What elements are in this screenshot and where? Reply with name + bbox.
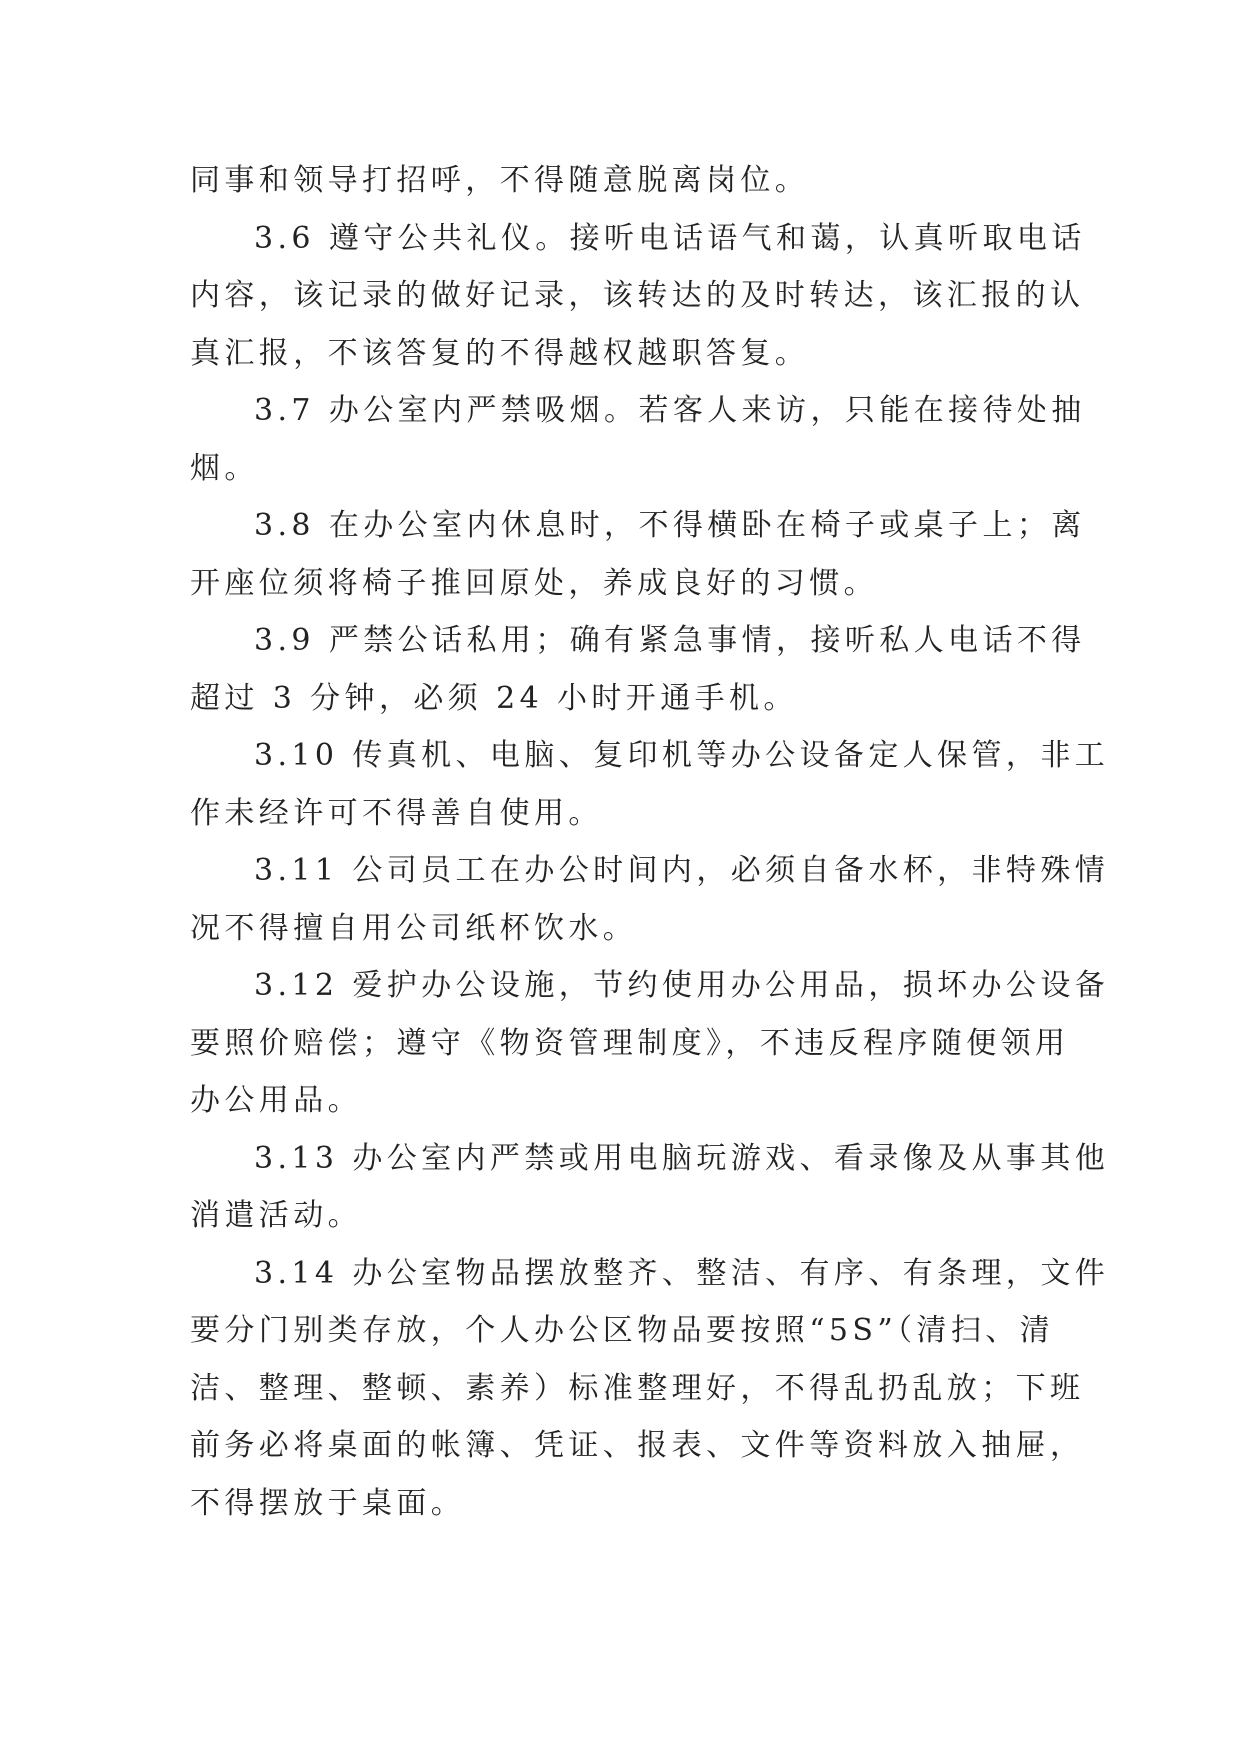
text-line: 要照价赔偿；遵守《物资管理制度》，不违反程序随便领用 <box>190 1025 1070 1061</box>
text-line: 开座位须将椅子推回原处，养成良好的习惯。 <box>190 565 878 601</box>
text-line: 同事和领导打招呼，不得随意脱离岗位。 <box>190 163 810 198</box>
text-line: 不得摆放于桌面。 <box>190 1485 466 1521</box>
paragraph-3-8 <box>190 497 1086 612</box>
paragraph-3-11 <box>190 842 1110 957</box>
text-line: 3.8 在办公室内休息时，不得横卧在椅子或桌子上；离 <box>254 508 1086 543</box>
text-line: 烟。 <box>190 450 259 486</box>
text-line: 3.13 办公室内严禁或用电脑玩游戏、看录像及从事其他 <box>254 1140 1110 1176</box>
paragraph-3-6 <box>190 210 1086 383</box>
text-line: 作未经许可不得善自使用。 <box>190 795 603 831</box>
paragraph-3-13 <box>190 1130 1110 1245</box>
text-line: 3.7 办公室内严禁吸烟。若客人来访，只能在接待处抽 <box>254 393 1086 428</box>
text-line: 3.10 传真机、电脑、复印机等办公设备定人保管，非工 <box>254 738 1110 773</box>
paragraph-continuation <box>190 152 1070 210</box>
text-line: 办公用品。 <box>190 1083 362 1118</box>
text-line: 超过 3 分钟，必须 24 小时开通手机。 <box>190 680 798 716</box>
text-line: 3.9 严禁公话私用；确有紧急事情，接听私人电话不得 <box>254 623 1086 658</box>
text-line: 真汇报，不该答复的不得越权越职答复。 <box>190 335 810 371</box>
paragraph-3-7 <box>190 382 1086 497</box>
text-line: 前务必将桌面的帐簿、凭证、报表、文件等资料放入抽屉， <box>190 1428 1085 1463</box>
text-line: 内容，该记录的做好记录，该转达的及时转达，该汇报的认 <box>190 278 1085 313</box>
paragraph-3-12 <box>190 957 1110 1130</box>
text-line: 3.6 遵守公共礼仪。接听电话语气和蔼，认真听取电话 <box>254 220 1086 256</box>
document-body <box>190 152 1110 1532</box>
text-line: 况不得擅自用公司纸杯饮水。 <box>190 910 638 946</box>
text-line: 3.12 爱护办公设施，节约使用办公用品，损坏办公设备 <box>254 968 1110 1003</box>
paragraph-3-9 <box>190 612 1086 727</box>
text-line: 要分门别类存放，个人办公区物品要按照“5S”（清扫、清 <box>190 1313 1055 1348</box>
text-line: 洁、整理、整顿、素养）标准整理好，不得乱扔乱放；下班 <box>190 1370 1085 1406</box>
text-line: 3.11 公司员工在办公时间内，必须自备水杯，非特殊情 <box>254 853 1110 888</box>
paragraph-3-10 <box>190 727 1110 842</box>
paragraph-3-14 <box>190 1245 1110 1533</box>
text-line: 3.14 办公室物品摆放整齐、整洁、有序、有条理，文件 <box>254 1255 1110 1291</box>
text-line: 消遣活动。 <box>190 1198 362 1233</box>
